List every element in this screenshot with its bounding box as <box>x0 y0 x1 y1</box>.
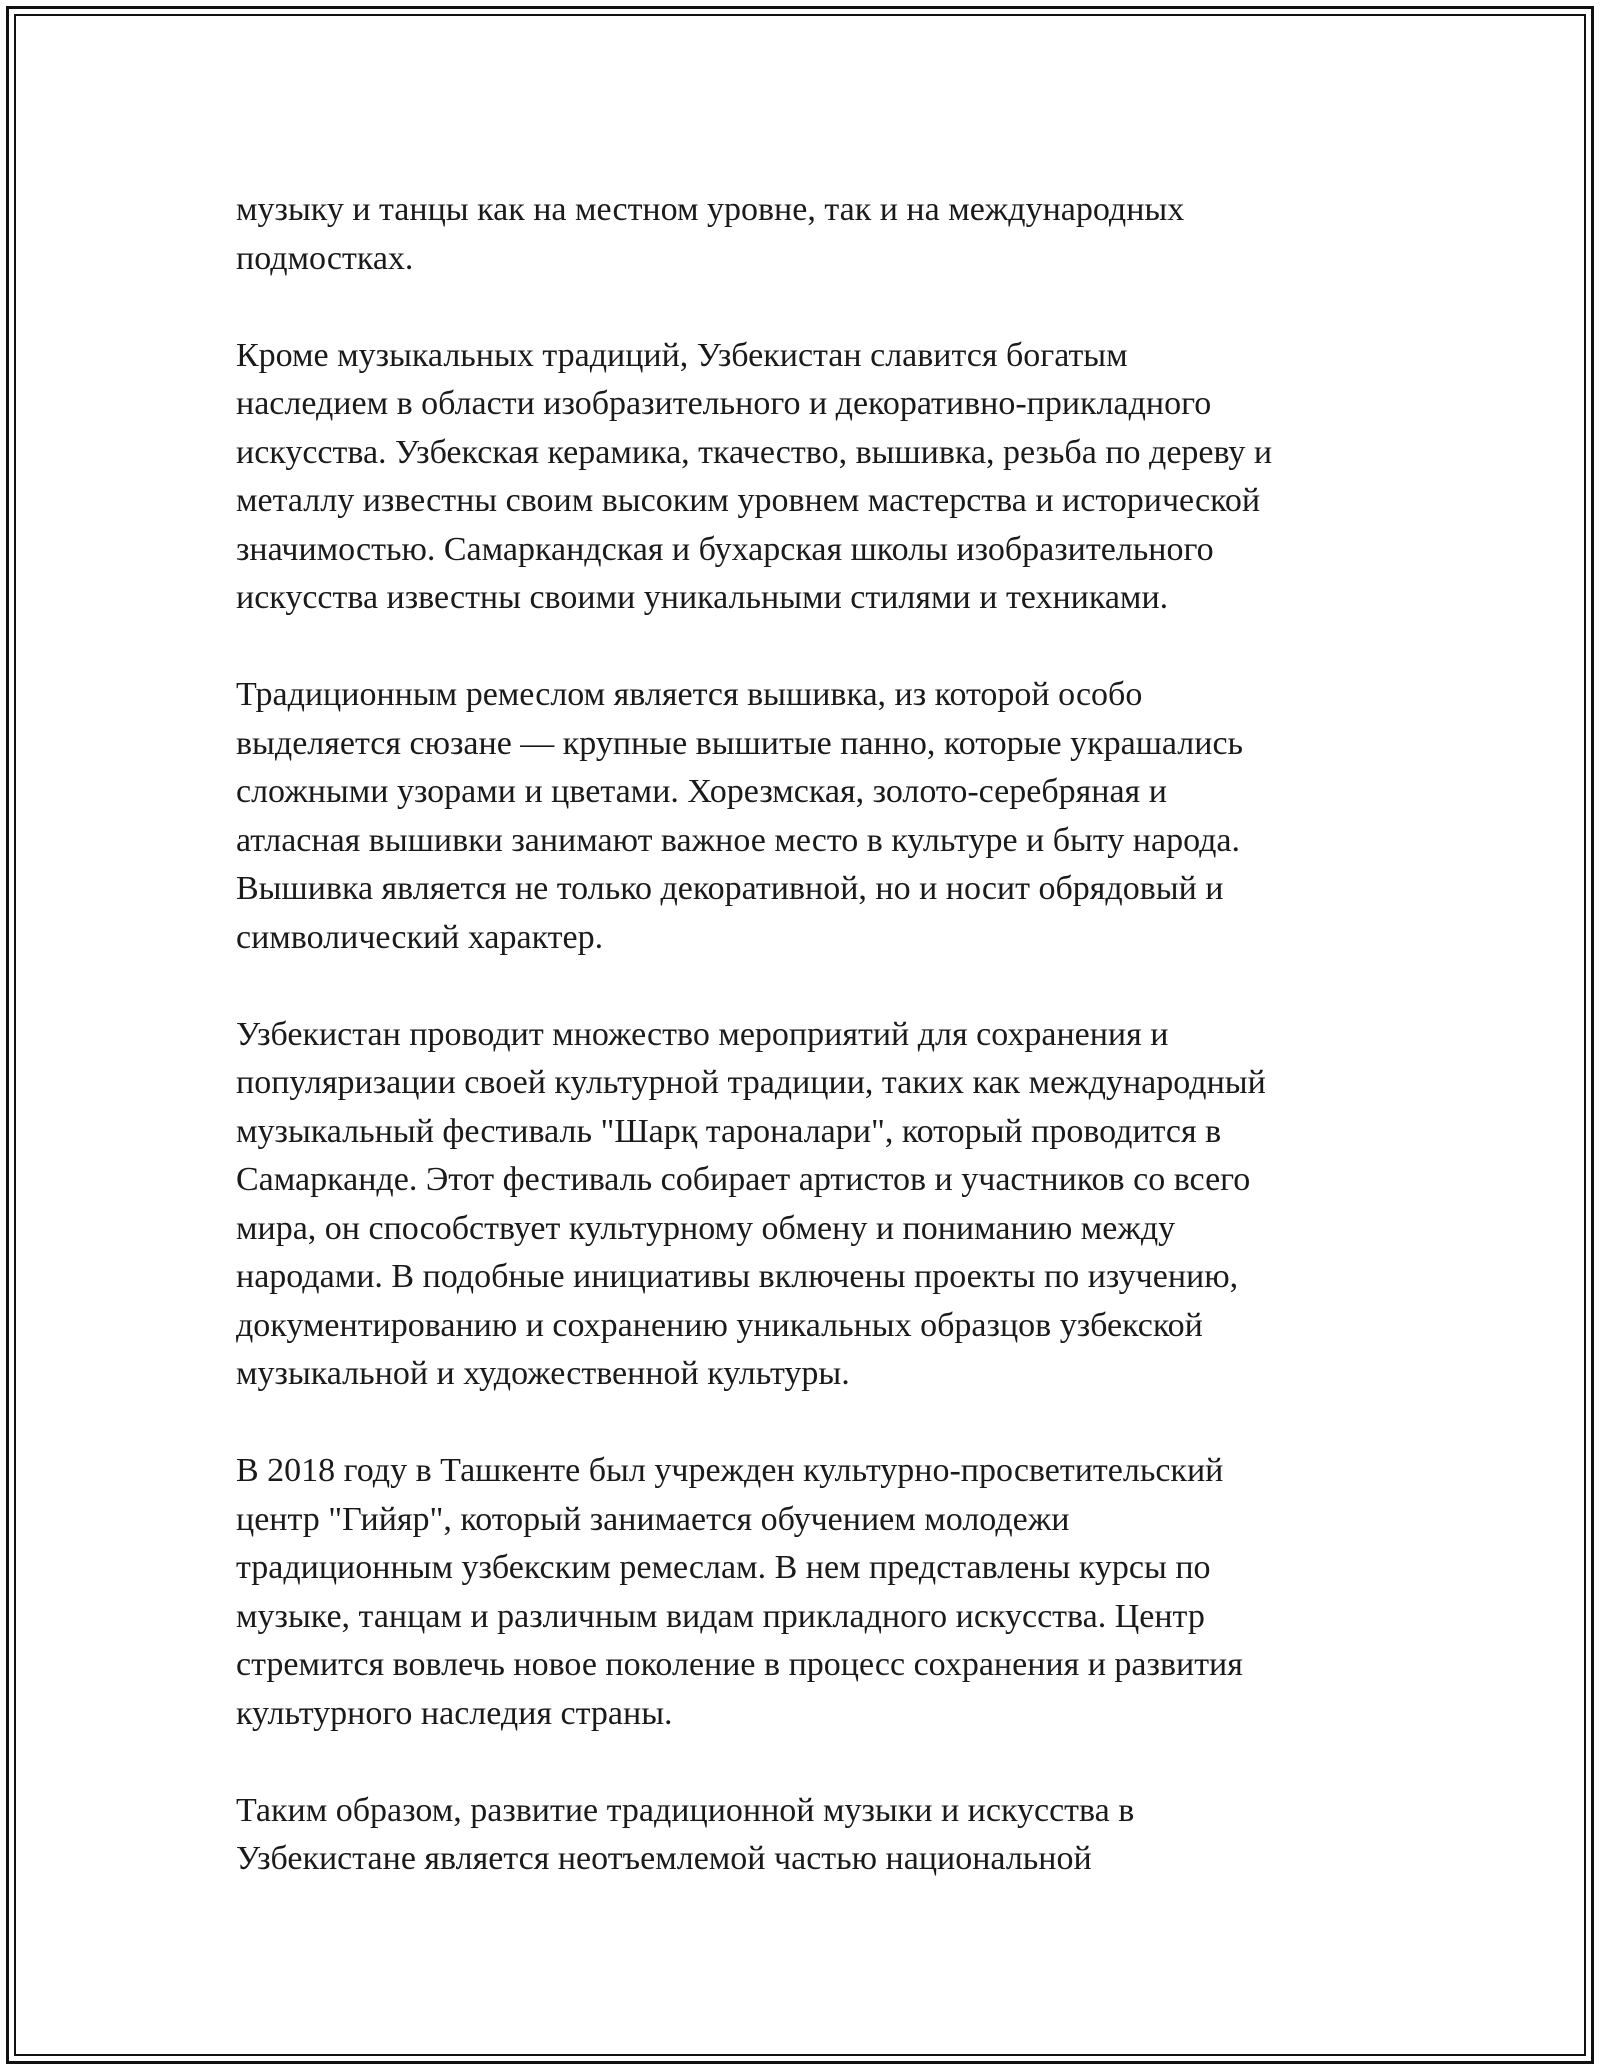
paragraph-music-dance: музыку и танцы как на местном уровне, так и на международных подмостках. <box>236 191 1185 277</box>
paragraph-embroidery: Традиционным ремеслом является вышивка, из которой особо выделяется сюзане — крупные вышитые панно, которые украшались сложными узорами и цветами. Хорезмская, золото-серебряная и атласная вышивки занимают важное место в культуре и быту народа. Вышивка является не только декоративной, но и носит обрядовый и символический характер. <box>236 676 1244 956</box>
document-body <box>236 186 1386 1884</box>
paragraph-conclusion: Таким образом, развитие традиционной музыки и искусства в Узбекистане является неотъемлемой частью национальной <box>236 1791 1135 1877</box>
paragraph-festival: Узбекистан проводит множество мероприятий для сохранения и популяризации своей культурной традиции, таких как международный музыкальный фестиваль "Шарқ тароналари", который проводится в Самарканде. Этот фестиваль собирает артистов и участников со всего мира, он способствует культурному обмену и пониманию между народами. В подобные инициативы включены проекты по изучению, документированию и сохранению уникальных образцов узбекской музыкальной и художественной культуры. <box>236 1015 1266 1392</box>
paragraph-cultural-center: В 2018 году в Ташкенте был учрежден культурно-просветительский центр "Гийяр", который занимается обучением молодежи традиционным узбекским ремеслам. В нем представлены курсы по музыке, танцам и различным видам прикладного искусства. Центр стремится вовлечь новое поколение в процесс сохранения и развития культурного наследия страны. <box>236 1452 1243 1732</box>
paragraph-fine-arts: Кроме музыкальных традиций, Узбекистан славится богатым наследием в области изобразительного и декоративно-прикладного искусства. Узбекская керамика, ткачество, вышивка, резьба по дереву и металлу известны своим высоким уровнем мастерства и исторической значимостью. Самаркандская и бухарская школы изобразительного искусства известны своими уникальными стилями и техниками. <box>236 336 1273 616</box>
